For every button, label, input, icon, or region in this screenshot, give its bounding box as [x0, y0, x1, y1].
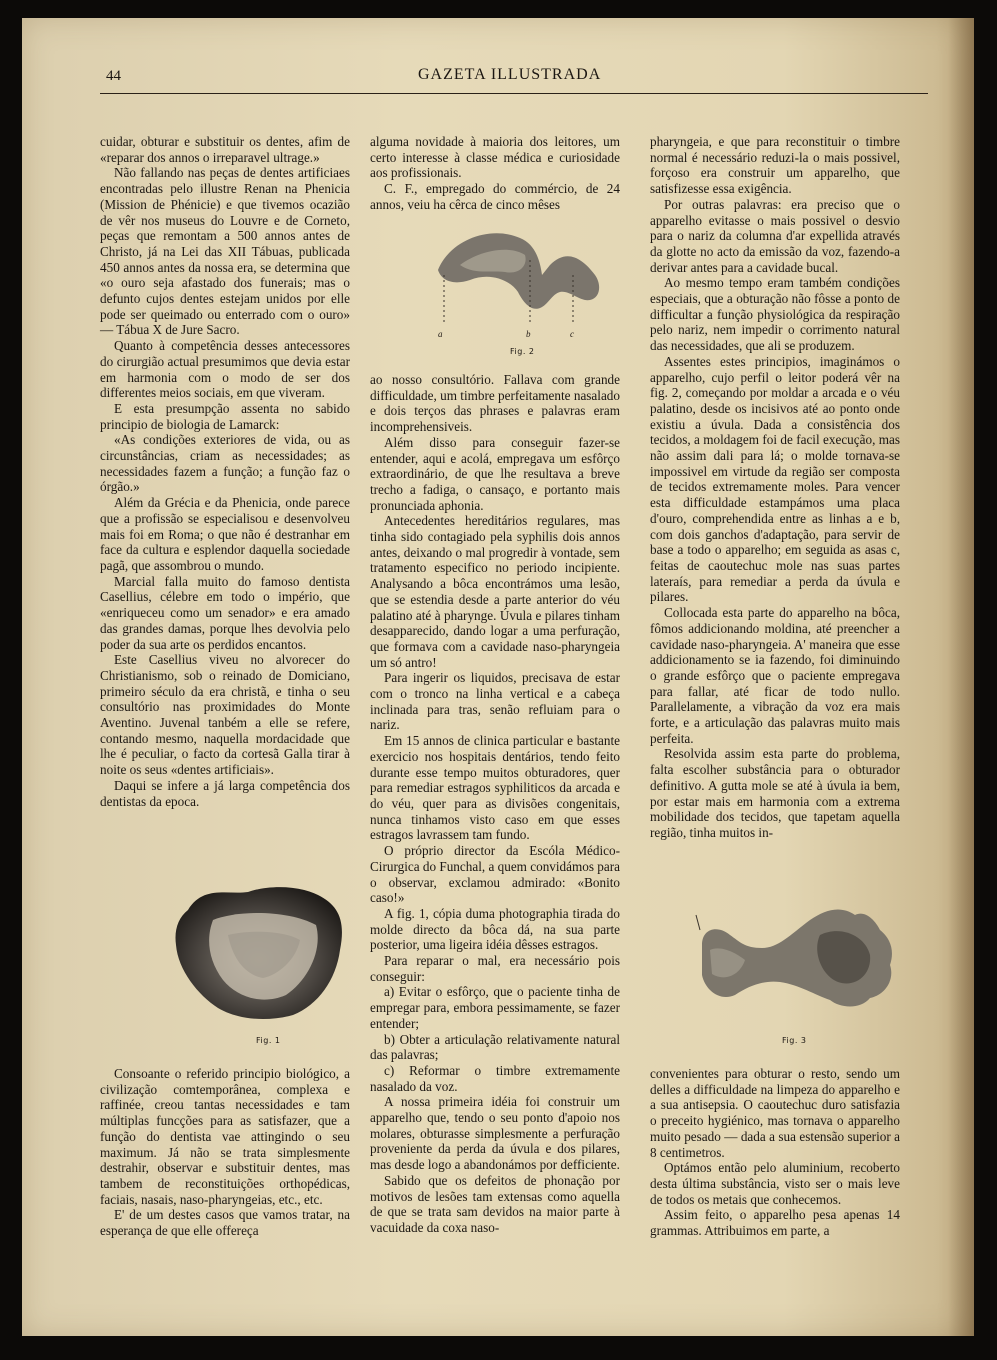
paragraph: Em 15 annos de clinica particular e bastante exercicio nos hospitais dentários, tendo feito durante esse tempo muitos obturadores, quer para remediar estragos syphiliticos da arcada e do véu, quer para as divisões congenitais, nunca tinhamos visto caso em que esses estragos lavrassem tam fundo. [370, 733, 620, 843]
paragraph: Sabido que os defeitos de phonação por motivos de lesões tam extensas como aquella de que se trata sam devidos na maior parte à vacuidade da coxa naso- [370, 1172, 620, 1235]
column-1-bottom [100, 1066, 350, 1239]
paragraph: a) Evitar o esfôrço, que o paciente tinha de empregar para, embora pessimamente, se fazer entender; [370, 984, 620, 1031]
fig2-label-a: a [438, 329, 443, 339]
paragraph: Collocada esta parte do apparelho na bôca, fômos addicionando moldina, até preencher a cavidade naso-pharyngeia. A' maneira que esse addicionamento se ia fazendo, foi diminuindo o grande esfôrço que o paciente empregava para fallar, até ficar de todo nullo. Parallelamente, a vibração da voz era mais forte, e a articulação das palavras muito mais perfeita. [650, 605, 900, 746]
page-fold-shadow [948, 18, 974, 1336]
page-header [100, 62, 930, 90]
fig2-label-c: c [570, 329, 574, 339]
paragraph: A nossa primeira idéia foi construir um apparelho que, tendo o seu ponto d'apoio nos molares, obturasse simplesmente a perfuração proveniente da perda da úvula e dos pilares, mas desde logo a abandonámos por defficiente. [370, 1094, 620, 1173]
paragraph: cuidar, obturar e substituir os dentes, afim de «reparar dos annos o irreparavel ultrage.» [100, 134, 350, 165]
paragraph: E' de um destes casos que vamos tratar, na esperança de que elle offereça [100, 1207, 350, 1239]
paragraph: Além da Grécia e da Phenicia, onde parece que a profissão se especialisou e desenvolveu mais foi em Roma; o que não é destranhar em face da cultura e esplendor daquella sociedade pagã, que assombrou o mundo. [100, 495, 350, 573]
paragraph: Marcial falla muito do famoso dentista Casellius, célebre em todo o império, que «enriqueceu como um senador» e era amado das grandes damas, porque lhes devolvia pelo poder da sua arte os perdidos encantos. [100, 573, 350, 652]
paragraph: ao nosso consultório. Fallava com grande difficuldade, um timbre perfeitamente nasalado e dois terços das phrases e palavras eram incomprehensiveis. [370, 372, 620, 435]
paragraph: Antecedentes hereditários regulares, mas tinha sido contagiado pela syphilis dois annos antes, deixando o mal progredir à vontade, sem tratamento especifico no periodo incipiente. Analysando a bôca encontrámos uma lesão, que se estendia desde a parte anterior do véu palatino até à pharynge. Úvula e pilares tinham desapparecido, dando logar a uma perfuração, que formava com a cavidade naso-pharyngeia um só antro! [370, 513, 620, 670]
paragraph: b) Obter a articulação relativamente natural das palavras; [370, 1031, 620, 1063]
paragraph: Por outras palavras: era preciso que o apparelho evitasse o mais possivel o desvio para o nariz da columna d'ar expellida através da glotte no acto da emissão da voz, fazendo-a derivar antes para a cavidade bucal. [650, 196, 900, 275]
column-3-top [650, 134, 900, 841]
paragraph: c) Reformar o timbre extremamente nasalado da voz. [370, 1062, 620, 1094]
paragraph: A fig. 1, cópia duma photographia tirada do molde directo da bôca dá, na sua parte posterior, uma ligeira idéia dêsses estragos. [370, 905, 620, 953]
paragraph: Ao mesmo tempo eram também condições especiais, que a obturação não fôsse a ponto de difficultar a função physiológica da respiração pelo nariz, nem impedir o corrimento natural das necessidades, que ali se produzem. [650, 275, 900, 354]
paragraph: alguma novidade à maioria dos leitores, um certo interesse à classe médica e curiosidade aos profissionais. [370, 134, 620, 181]
page-number: 44 [106, 68, 121, 84]
paragraph: C. F., empregado do commércio, de 24 annos, veiu ha cêrca de cinco mêses [370, 181, 620, 212]
paragraph: O próprio director da Escóla Médico-Cirurgica do Funchal, a quem convidámos para o observar, exclamou admirado: «Bonito caso!» [370, 843, 620, 906]
paragraph: Consoante o referido principio biológico, a civilização comtemporânea, complexa e raffinée, creou tantas necessidades e tam múltiplas funcções para as satisfazer, que a função do dentista vae attingindo o seu maximum. Já não se trata simplesmente destrahir, observar e substituir dentes, mas tambem de reconstituições orthopédicas, faciais, nasais, naso-pharyngeias, etc., etc. [100, 1066, 350, 1207]
paragraph: convenientes para obturar o resto, sendo um delles a difficuldade na limpeza do apparelho e a sua antisepsia. O caoutechuc duro satisfazia o preceito hygiénico, mas tornava o apparelho muito pesado — dada a sua estensão superior a 8 centimetros. [650, 1066, 900, 1160]
paragraph: Optámos então pelo aluminium, recoberto desta última substância, visto ser o mais leve de todos os metais que conhecemos. [650, 1160, 900, 1207]
fig2-label-b: b [526, 329, 531, 339]
column-3-bottom [650, 1066, 900, 1239]
column-2-bottom [370, 372, 620, 1236]
paragraph: Assim feito, o apparelho pesa apenas 14 grammas. Attribuimos em parte, a [650, 1207, 900, 1239]
paragraph: Este Casellius viveu no alvorecer do Christianismo, sob o reinado de Domiciano, primeiro século da era christã, e tinha o seu consultório nas proximidades do Monte Aventino. Juvenal tanbém a elle se refere, contando mesmo, naquella mordacidade que lhe é peculiar, o facto da cortesã Galla tirar à noite os seus «dentes artificiais». [100, 652, 350, 778]
paragraph: E esta presumpção assenta no sabido principio de biologia de Lamarck: [100, 400, 350, 432]
paragraph: «As condições exteriores de vida, ou as circunstâncias, criam as necessidades; as necessidades fazem a função; a função faz o órgão.» [100, 432, 350, 495]
paragraph: Resolvida assim esta parte do problema, falta escolher substância para o obturador definitivo. A gutta mole se até à úvula ia bem, por estar mais em harmonia com a extrema mobilidade dos tecidos, que tapetam aquella região, tinha muitos in- [650, 746, 900, 840]
paragraph: Para reparar o mal, era necessário pois conseguir: [370, 953, 620, 984]
paragraph: pharyngeia, e que para reconstituir o timbre normal é necessário reduzi-la o mais possivel, forçoso era construir um apparelho, que satisfizesse essa exigência. [650, 134, 900, 197]
figure-3-obturator [690, 890, 910, 1025]
figure-1-dental-mold [168, 880, 358, 1030]
paragraph: Para ingerir os liquidos, precisava de estar com o tronco na linha vertical e a cabeça inclinada para tras, senão refluiam para o nariz. [370, 670, 620, 733]
figure-1-caption: Fig. 1 [256, 1036, 281, 1045]
column-1-top [100, 134, 350, 809]
paragraph: Assentes estes principios, imaginámos o apparelho, cujo perfil o leitor poderá vêr na fig. 2, começando por moldar a arcada e o véu palatino, desde os incisivos até ao ponto onde existiu a úvula. Dada a consistência dos tecidos, a moldagem foi de facil execução, mas não assim dali para lá; o molde tornava-se impossivel em virtude da região ser composta de tecidos extremamente moles. Para vencer esta difficuldade estampámos uma placa d'ouro, comprehendida entre as linhas a e b, com dois ganchos d'adaptação, para servir de base a todo o apparelho; em seguida as asas c, feitas de caoutechuc mole nas suas partes lateraís, para remediar a perda da úvula e pilares. [650, 353, 900, 605]
column-2-top [370, 134, 620, 213]
figure-3-caption: Fig. 3 [782, 1036, 807, 1045]
header-rule [100, 93, 928, 94]
paragraph: Além disso para conseguir fazer-se entender, aqui e acolá, empregava um esfôrço extraordinário, de que lhe resultava a breve trecho a fadiga, o cansaço, e portanto mais pronunciada aphonia. [370, 434, 620, 513]
figure-2-caption: Fig. 2 [510, 347, 535, 356]
paragraph: Quanto à competência desses antecessores do cirurgião actual presumimos que devia estar em harmonia com o modo de ser dos differentes meios sociais, em que viveram. [100, 338, 350, 401]
figure-2-apparatus-profile [430, 220, 610, 340]
publication-title: GAZETA ILLUSTRADA [418, 66, 602, 83]
paragraph: Daqui se infere a já larga competência dos dentistas da epoca. [100, 777, 350, 809]
paragraph: Não fallando nas peças de dentes artificiaes encontradas pelo illustre Renan na Phenicia (Mission de Phénicie) e que tivemos ocazião de vêr nos museus do Louvre e de Corneto, peças que remontam a 500 annos antes de Christo, já na Lei das XII Tábuas, publicada 450 annos antes da nossa era, se determina que «o ouro seja afastado dos funerais; mas o defunto cujos dentes estejam unidos por elle pode ser queimado ou enterrado com o ouro» — Tábua X de Jure Sacro. [100, 165, 350, 338]
